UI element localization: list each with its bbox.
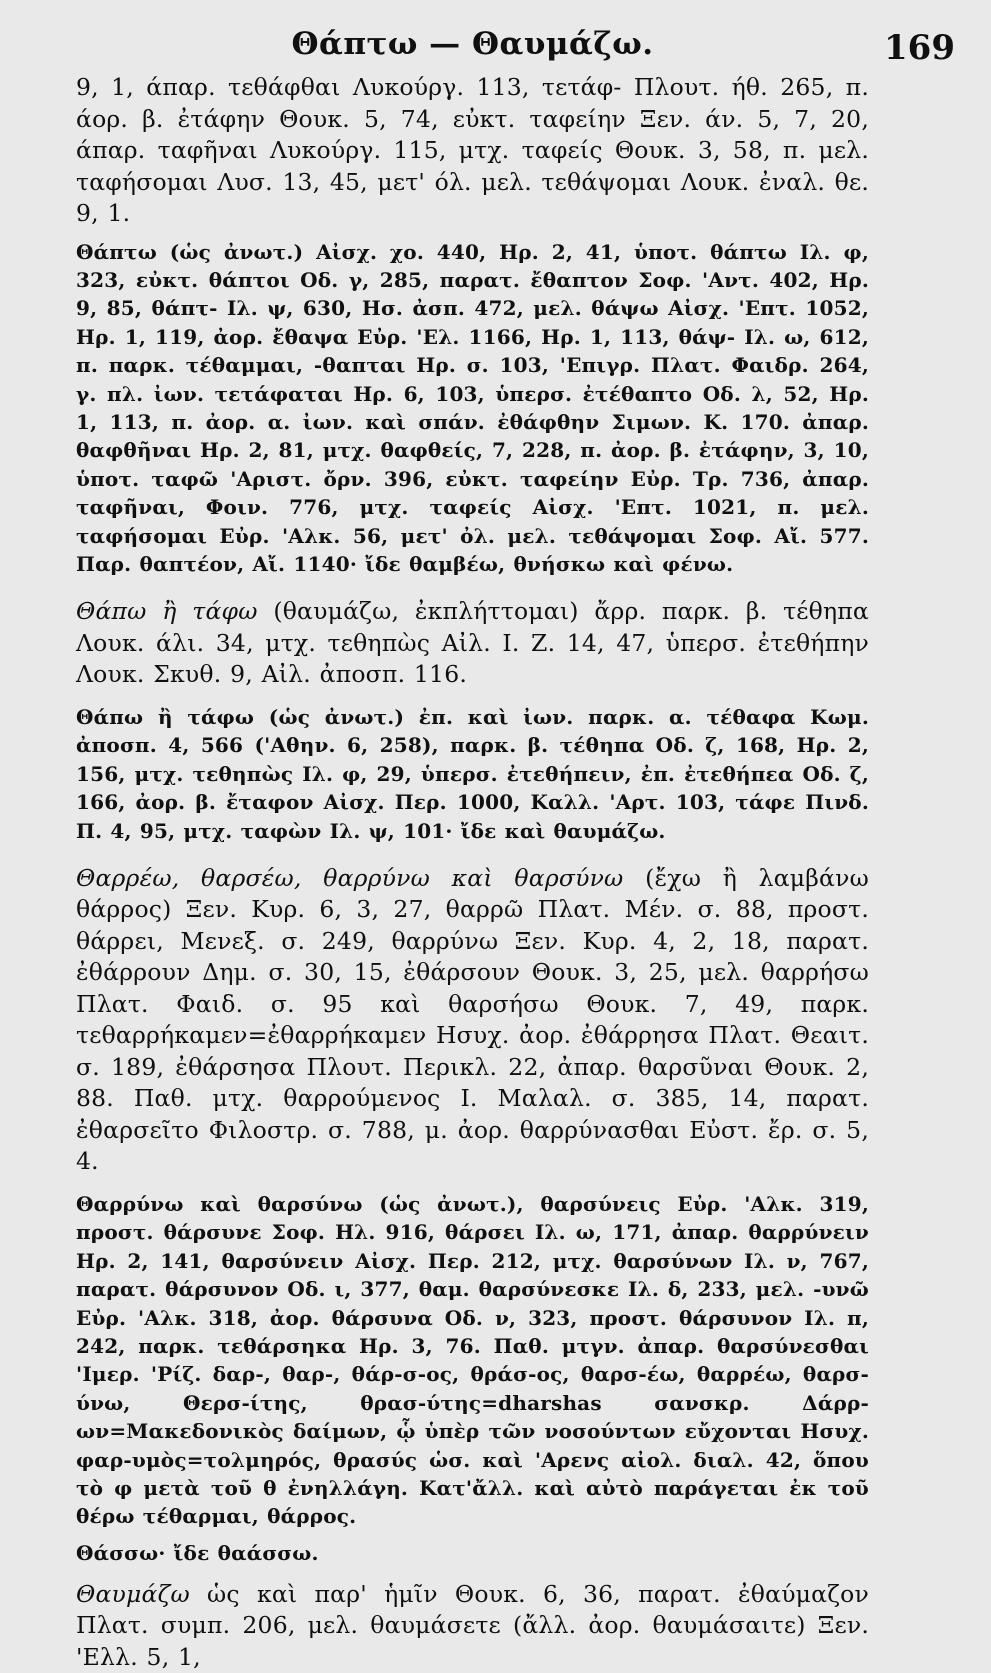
entry-thapo-epic (76, 703, 869, 845)
entry-lemma: Θάπω ἢ τάφω (76, 597, 258, 626)
entry-text: (θαυμάζω, ἐκπλήττομαι) ἄρρ. παρκ. β. τέθηπα Λουκ. άλι. 34, μτχ. τεθηπὼς Αἰλ. Ι. Ζ. 14, 47, ὑπερσ. ἐτεθήπην Λουκ. Σκυθ. 9, Αἰλ. ἀποσπ. 116. (76, 597, 870, 689)
entry-text: Θάπτω (ὡς ἀνωτ.) Αἰσχ. χο. 440, Ηρ. 2, 41, ὑποτ. θάπτω Ιλ. φ, 323, εὐκτ. θάπτοι Οδ. γ, 285, παρατ. ἔθαπτον Σοφ. 'Αντ. 402, Ηρ. 9, 85, θάπτ- Ιλ. ψ, 630, Ησ. ἀσπ. 472, μελ. θάψω Αἰσχ. 'Επτ. 1052, Ηρ. 1, 119, ἀορ. ἔθαψα Εὐρ. 'Ελ. 1166, Ηρ. 1, 113, θάψ- Ιλ. ω, 612, π. παρκ. τέθαμμαι, -θαπται Ηρ. σ. 103, 'Επιγρ. Πλατ. Φαιδρ. 264, γ. πλ. ἰων. τετάφαται Ηρ. 6, 103, ὑπερσ. ἐτέθαπτο Οδ. λ, 52, Ηρ. 1, 113, π. ἀορ. α. ἰων. καὶ σπάν. ἐθάφθην Σιμων. Κ. 170. ἀπαρ. θαφθῆναι Ηρ. 2, 81, μτχ. θαφθείς, 7, 228, π. ἀορ. β. ἐτάφην, 3, 10, ὑποτ. ταφῶ 'Αριστ. ὄρν. 396, εὐκτ. ταφείην Εὐρ. Τρ. 736, ἀπαρ. ταφῆναι, Φοιν. 776, μτχ. ταφείς Αἰσχ. 'Επτ. 1021, π. μελ. ταφήσομαι Εὐρ. 'Αλκ. 56, μετ' ὀλ. μελ. τεθάψομαι Σοφ. Αἴ. 577. Παρ. θαπτέον, Αἴ. 1140· ἴδε θαμβέω, θνήσκω καὶ φένω. (76, 239, 869, 576)
entry-text: Θάσσω· ἴδε θαάσσω. (76, 1540, 319, 1565)
entry-lemma: Θαυμάζω (76, 1579, 190, 1608)
page-number: 169 (884, 28, 955, 68)
entry-tharryno-epic (76, 1190, 869, 1531)
entry-text: 9, 1, άπαρ. τεθάφθαι Λυκούργ. 113, τετάφ- Πλουτ. ήθ. 265, π. άορ. β. ἐτάφην Θουκ. 5, 74, εὐκτ. ταφείην Ξεν. άν. 5, 7, 20, άπαρ. ταφῆναι Λυκούργ. 115, μτχ. ταφείς Θουκ. 3, 58, π. μελ. ταφήσομαι Λυσ. 13, 45, μετ' όλ. μελ. τεθάψομαι Λουκ. ἐναλ. θε. 9, 1. (76, 73, 869, 227)
page-header (76, 18, 955, 72)
entry-text: Θαρρύνω καὶ θαρσύνω (ὡς ἀνωτ.), θαρσύνεις Εὐρ. 'Αλκ. 319, προστ. θάρσυνε Σοφ. Ηλ. 916, θάρσει Ιλ. ω, 171, ἀπαρ. θαρρύνειν Ηρ. 2, 141, θαρσύνειν Αἰσχ. Περ. 212, μτχ. θαρσύνων Ιλ. ν, 767, παρατ. θάρσυνον Οδ. ι, 377, θαμ. θαρσύνεσκε Ιλ. δ, 233, μελ. -υνῶ Εὐρ. 'Αλκ. 318, ἀορ. θάρσυνα Οδ. ν, 323, προστ. θάρσυνον Ιλ. π, 242, παρκ. τεθάρσηκα Ηρ. 3, 76. Παθ. μτγν. ἀπαρ. θαρσύνεσθαι 'Ιμερ. 'Ρίζ. δαρ-, θαρ-, θάρ-σ-ος, θράσ-ος, θαρσ-έω, θαρρέω, θαρσ-ύνω, Θερσ-ίτης, θρασ-ύτης=dharshas σανσκρ. Δάρρ-ων=Μακεδονικὸς δαίμων, ᾧ ὑπὲρ τῶν νοσούντων εὔχονται Ησυχ. φαρ-υμὸς=τολμηρός, θρασύς ὡσ. καὶ 'Αρενς αἰολ. διαλ. 42, ὅπου τὸ φ μετὰ τοῦ θ ἐνηλλάγη. Κατ'ἄλλ. καὶ αὐτὸ παράγεται ἐκ τοῦ θέρω τέθαρμαι, θάρρος. (76, 1191, 869, 1529)
entry-tharreo (76, 863, 869, 1178)
entry-text: Θάπω ἢ τάφω (ὡς ἀνωτ.) ἐπ. καὶ ἰων. παρκ. α. τέθαφα Κωμ. ἀποσπ. 4, 566 ('Αθην. 6, 258), παρκ. β. τέθηπα Οδ. ζ, 168, Ηρ. 2, 156, μτχ. τεθηπὼς Ιλ. φ, 29, ὑπερσ. ἐτεθήπειν, ἐπ. ἐτεθήπεα Οδ. ζ, 166, ἀορ. β. ἔταφον Αἰσχ. Περ. 1000, Καλλ. 'Αρτ. 103, τάφε Πινδ. Π. 4, 95, μτχ. ταφὼν Ιλ. ψ, 101· ἴδε καὶ θαυμάζω. (76, 704, 869, 843)
entry-continuation (76, 72, 869, 230)
entry-thasso (76, 1539, 869, 1567)
entry-text: ὡς καὶ παρ' ἡμῖν Θουκ. 6, 36, παρατ. ἐθαύμαζον Πλατ. συμπ. 206, μελ. θαυμάσετε (ἄλλ. ἀορ. θαυμάσαιτε) Ξεν. 'Ελλ. 5, 1, (76, 1579, 869, 1671)
entry-thapo (76, 596, 869, 691)
entry-thapto-epic (76, 238, 869, 579)
entry-text: (ἔχω ἢ λαμβάνω θάρρος) Ξεν. Κυρ. 6, 3, 27, θαρρῶ Πλατ. Μέν. σ. 88, προστ. θάρρει, Μενεξ. σ. 249, θαρρύνω Ξεν. Κυρ. 4, 2, 18, παρατ. ἐθάρρουν Δημ. σ. 30, 15, ἐθάρσουν Θουκ. 3, 25, μελ. θαρρήσω Πλατ. Φαιδ. σ. 95 καὶ θαρσήσω Θουκ. 7, 49, παρκ. τεθαρρήκαμεν=ἐθαρρήκαμεν Ησυχ. ἀορ. ἐθάρρησα Πλατ. Θεαιτ. σ. 189, ἐθάρσησα Πλουτ. Περικλ. 22, ἀπαρ. θαρσῦναι Θουκ. 2, 88. Παθ. μτχ. θαρρούμενος Ι. Μαλαλ. σ. 385, 14, παρατ. ἐθαρσεῖτο Φιλοστρ. σ. 788, μ. ἀορ. θαρρύνασθαι Εὐστ. ἔρ. σ. 5, 4. (76, 863, 869, 1176)
entry-thaumazo (76, 1579, 869, 1673)
entry-lemma: Θαρρέω, θαρσέω, θαρρύνω καὶ θαρσύνω (76, 863, 624, 892)
running-title: Θάπτω — Θαυμάζω. (291, 26, 654, 62)
